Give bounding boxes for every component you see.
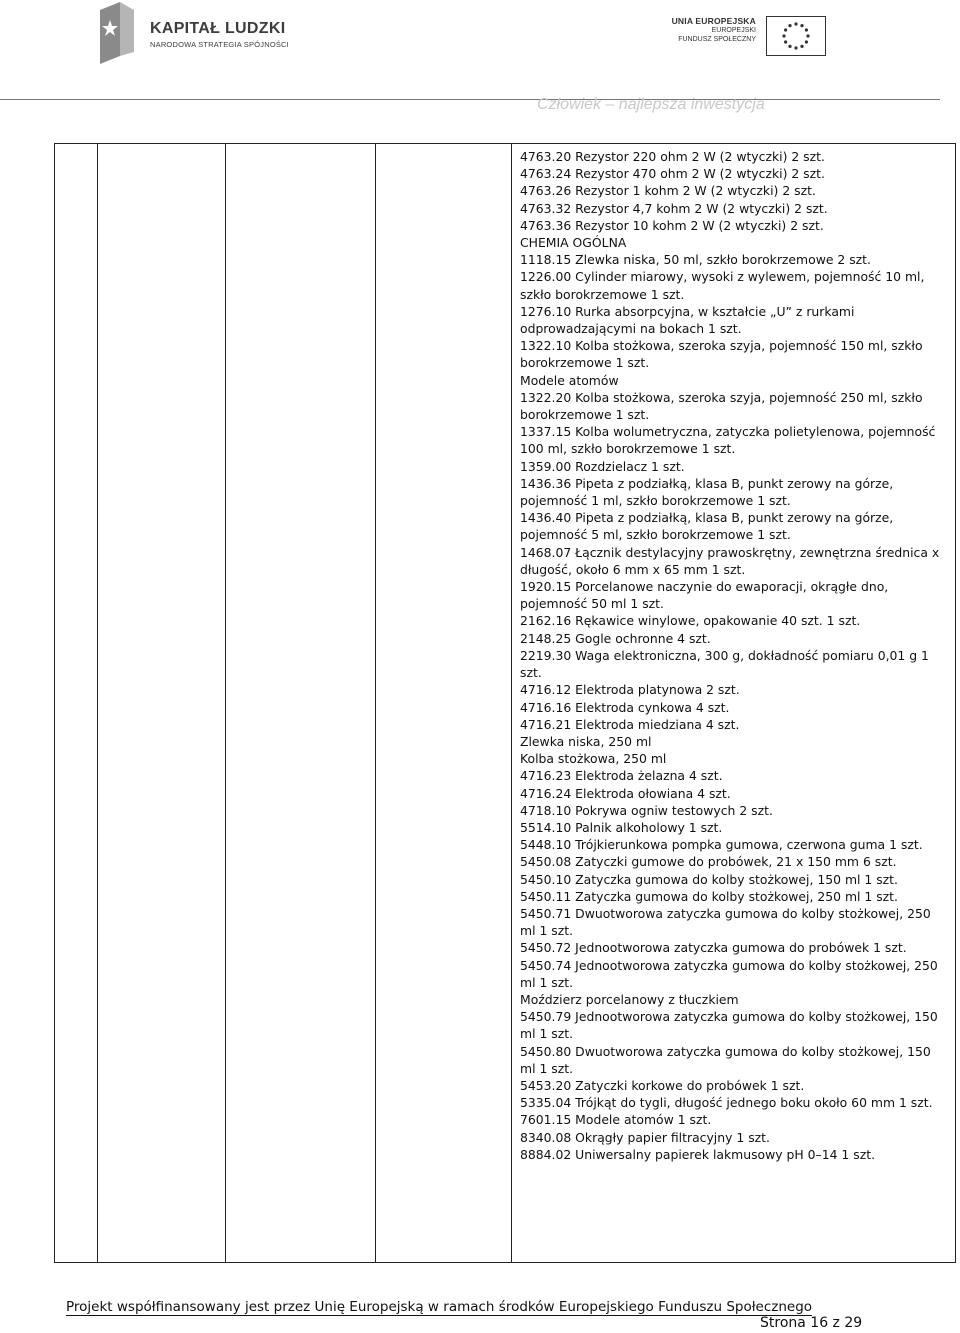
list-item: 1436.36 Pipeta z podziałką, klasa B, punkt zerowy na górze, pojemność 1 ml, szkło borokrzemowe 1 szt. (520, 475, 894, 509)
list-item: 1322.20 Kolba stożkowa, szeroka szyja, pojemność 250 ml, szkło borokrzemowe 1 szt. (520, 389, 923, 423)
column-divider (97, 144, 98, 1262)
list-item: 5450.10 Zatyczka gumowa do kolby stożkowej, 150 ml 1 szt. (520, 871, 898, 887)
list-item: 4716.21 Elektroda miedziana 4 szt. (520, 716, 740, 732)
list-item: 4716.23 Elektroda żelazna 4 szt. (520, 768, 723, 784)
eu-line-2: EUROPEJSKI (711, 27, 756, 34)
list-item: 4763.20 Rezystor 220 ohm 2 W (2 wtyczki) 2 szt. (520, 149, 825, 164)
list-item: 1322.10 Kolba stożkowa, szeroka szyja, pojemność 150 ml, szkło borokrzemowe 1 szt. (520, 338, 923, 371)
list-item: CHEMIA OGÓLNA (520, 235, 627, 251)
list-item: 8340.08 Okrągły papier filtracyjny 1 szt. (520, 1129, 770, 1145)
list-item: 5453.20 Zatyczki korkowe do probówek 1 szt. (520, 1077, 805, 1093)
list-item: Zlewka niska, 250 ml (520, 733, 652, 749)
list-item: 8884.02 Uniwersalny papierek lakmusowy pH 0–14 1 szt. (520, 1146, 876, 1162)
list-item: 4716.24 Elektroda ołowiana 4 szt. (520, 785, 731, 801)
list-item: 1468.07 Łącznik destylacyjny prawoskrętny, zewnętrzna średnica x długość, około 6 mm x 65 mm 1 szt. (520, 544, 940, 577)
equipment-table (54, 143, 956, 1263)
list-item: 1359.00 Rozdzielacz 1 szt. (520, 458, 685, 474)
list-item: 4763.26 Rezystor 1 kohm 2 W (2 wtyczki) 2 szt. (520, 183, 816, 199)
list-item: 5450.11 Zatyczka gumowa do kolby stożkowej, 250 ml 1 szt. (520, 888, 898, 904)
list-item: 5450.79 Jednootworowa zatyczka gumowa do kolby stożkowej, 150 ml 1 szt. (520, 1009, 938, 1042)
list-item: 5514.10 Palnik alkoholowy 1 szt. (520, 819, 723, 835)
list-item: 2148.25 Gogle ochronne 4 szt. (520, 630, 711, 646)
footer-project-text: Projekt współfinansowany jest przez Unię Europejską w ramach środków Europejskiego Funduszu Społecznego (66, 1299, 813, 1315)
list-item: 1118.15 Zlewka niska, 50 ml, szkło borokrzemowe 2 szt. (520, 252, 871, 268)
logo-subtitle: NARODOWA STRATEGIA SPÓJNOŚCI (150, 40, 289, 49)
page-header (0, 0, 960, 113)
list-item: 4763.32 Rezystor 4,7 kohm 2 W (2 wtyczki) 2 szt. (520, 200, 828, 216)
list-item: 1226.00 Cylinder miarowy, wysoki z wylewem, pojemność 10 ml, szkło borokrzemowe 1 szt. (520, 269, 925, 302)
list-item: 5450.08 Zatyczki gumowe do probówek, 21 x 150 mm 6 szt. (520, 854, 897, 870)
eu-flag-icon (766, 16, 826, 56)
page-number: Strona 16 z 29 (760, 1315, 863, 1331)
header-divider (0, 99, 940, 100)
list-item: 7601.15 Modele atomów 1 szt. (520, 1112, 712, 1128)
column-divider (511, 144, 512, 1262)
column-divider (375, 144, 376, 1262)
list-item: 5450.72 Jednootworowa zatyczka gumowa do probówek 1 szt. (520, 940, 907, 956)
list-item: 5335.04 Trójkąt do tygli, długość jednego boku około 60 mm 1 szt. (520, 1095, 933, 1111)
list-item: 5448.10 Trójkierunkowa pompka gumowa, czerwona guma 1 szt. (520, 837, 923, 853)
list-item: 5450.71 Dwuotworowa zatyczka gumowa do kolby stożkowej, 250 ml 1 szt. (520, 905, 931, 939)
list-item: 4763.36 Rezystor 10 kohm 2 W (2 wtyczki) 2 szt. (520, 217, 824, 233)
list-item: 2219.30 Waga elektroniczna, 300 g, dokładność pomiaru 0,01 g 1 szt. (520, 647, 929, 681)
list-item: Kolba stożkowa, 250 ml (520, 751, 667, 767)
list-item: 4718.10 Pokrywa ogniw testowych 2 szt. (520, 802, 773, 818)
column-divider (225, 144, 226, 1262)
list-item: 1276.10 Rurka absorpcyjna, w kształcie „U” z rurkami odprowadzającymi na bokach 1 szt. (520, 303, 855, 337)
equipment-list (520, 148, 950, 1163)
list-item: 1337.15 Kolba wolumetryczna, zatyczka polietylenowa, pojemność 100 ml, szkło borokrzemowe 1 szt. (520, 424, 936, 457)
kapital-ludzki-logo-icon (96, 2, 136, 64)
list-item: 1920.15 Porcelanowe naczynie do ewaporacji, okrągłe dno, pojemność 50 ml 1 szt. (520, 579, 889, 612)
kapital-ludzki-logo-text (150, 20, 289, 49)
list-item: 2162.16 Rękawice winylowe, opakowanie 40 szt. 1 szt. (520, 613, 861, 629)
list-item: Modele atomów (520, 372, 619, 388)
list-item: 4716.12 Elektroda platynowa 2 szt. (520, 682, 740, 698)
eu-fund-logo-text (620, 16, 756, 44)
eu-line-3: FUNDUSZ SPOŁECZNY (678, 36, 756, 43)
list-item: 5450.74 Jednootworowa zatyczka gumowa do kolby stożkowej, 250 ml 1 szt. (520, 957, 938, 990)
logo-title: KAPITAŁ LUDZKI (150, 20, 286, 37)
list-item: 4763.24 Rezystor 470 ohm 2 W (2 wtyczki) 2 szt. (520, 166, 825, 182)
list-item: 4716.16 Elektroda cynkowa 4 szt. (520, 699, 730, 715)
list-item: Moździerz porcelanowy z tłuczkiem (520, 991, 739, 1007)
motto: Człowiek – najlepsza inwestycja (537, 96, 765, 113)
list-item: 5450.80 Dwuotworowa zatyczka gumowa do kolby stożkowej, 150 ml 1 szt. (520, 1043, 931, 1076)
list-item: 1436.40 Pipeta z podziałką, klasa B, punkt zerowy na górze, pojemność 5 ml, szkło borokrzemowe 1 szt. (520, 510, 894, 543)
eu-line-1: UNIA EUROPEJSKA (671, 16, 756, 26)
